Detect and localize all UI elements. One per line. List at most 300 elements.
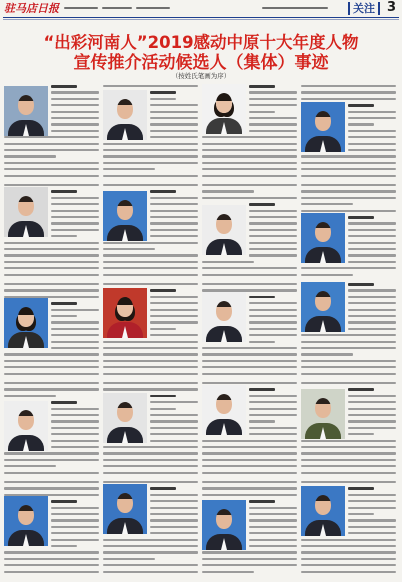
candidate-entry [201,183,297,280]
bio-text-line [103,85,198,87]
bio-text-line [348,328,396,330]
bio-text-line [202,551,297,553]
bio-text-line [249,433,297,435]
candidate-photo [4,86,48,136]
bio-text-line [301,267,396,269]
bio-text-line [4,143,99,145]
bio-text-line [103,162,198,164]
bio-text-line [103,465,198,467]
bio-text-line [249,532,297,534]
candidate-name-line [249,500,275,503]
bio-text-line [249,315,297,317]
bio-text-line [103,366,198,368]
bio-text-line [103,254,198,256]
candidate-name-line [150,91,176,94]
bio-text-line [51,519,99,521]
bio-text-line [51,347,99,349]
candidate-entry [3,381,99,478]
bio-text-line [103,571,198,573]
bio-text-line [4,168,99,170]
bio-text-line [103,261,198,263]
ordering-note: （按姓氏笔画为序） [171,72,231,80]
bio-text-line [4,395,56,397]
bio-text-line [301,452,396,454]
bio-text-line [348,261,396,263]
bio-text-line [301,564,396,566]
headline-line-2: 宣传推介活动候选人（集体）事迹 [73,53,329,73]
bio-text-line [103,472,198,474]
bio-text-line [4,353,99,355]
bio-text-line [103,175,198,177]
bio-text-line [249,395,297,397]
bio-text-line [249,248,297,250]
bio-text-line [150,136,198,138]
portrait-collar [320,524,326,536]
candidate-name-line [249,203,275,206]
bio-text-line [202,162,297,164]
bio-text-line [51,117,99,119]
bio-text-line [103,360,198,362]
bio-text-line [150,111,198,113]
bio-text-line [348,309,396,311]
candidate-entry [102,183,198,280]
bio-text-line [4,254,99,256]
candidate-name-line [249,388,275,391]
bio-text-line [51,98,99,100]
candidate-photo [103,484,147,534]
candidate-name-line [348,487,374,490]
bio-text-line [150,420,198,422]
candidate-name-line [150,289,176,292]
credits-text-line [64,7,98,9]
bio-text-line [150,229,198,231]
candidate-entry [201,381,297,478]
candidate-photo [103,191,147,241]
bio-text-line [103,283,198,285]
bio-text-line [249,507,297,509]
bio-text-line [348,315,396,317]
bio-text-line [4,296,99,298]
candidate-name-line [348,388,374,391]
bio-text-line [103,564,198,566]
bio-text-line [301,347,396,349]
bio-text-line [301,446,396,448]
bio-text-line [301,459,396,461]
bio-text-line [249,420,275,422]
candidate-entry [201,480,297,577]
bio-text-line [150,328,176,330]
bio-text-line [301,334,396,336]
candidate-name-line [51,190,77,193]
bio-text-line [103,347,198,349]
candidate-photo [103,288,147,338]
bio-text-line [301,440,396,442]
portrait-collar [23,336,29,348]
bio-text-line [150,309,198,311]
bio-text-line [249,254,297,256]
masthead-title: 驻马店日报 [4,2,59,15]
bio-text-line [348,117,396,119]
bio-text-line [150,532,198,534]
bio-text-line [4,494,99,496]
bio-text-line [150,130,198,132]
bio-text-line [301,168,396,170]
bio-text-line [51,203,99,205]
bio-text-line [4,360,99,362]
bio-text-line [249,414,297,416]
bio-text-line [150,401,198,403]
bio-text-line [301,366,396,368]
candidate-name-line [348,216,374,219]
portrait-collar [320,320,326,332]
bio-text-line [103,341,198,343]
bio-text-line [348,242,396,244]
candidate-name-line [150,487,176,490]
bio-text-line [348,494,396,496]
portrait-collar [221,243,227,255]
candidate-photo [4,298,48,348]
bio-text-line [348,321,396,323]
bio-text-line [301,353,353,355]
bio-text-line [348,526,396,528]
portrait-collar [122,522,128,534]
bio-text-line [301,91,396,93]
bio-text-line [4,388,99,390]
bio-text-line [51,229,99,231]
candidate-entry [300,183,396,280]
candidate-entry [300,381,396,478]
bio-text-line [301,175,396,177]
candidate-photo [301,389,345,439]
bio-text-line [202,283,297,285]
bio-text-line [150,427,198,429]
bio-text-line [348,507,396,509]
bio-text-line [249,111,275,113]
bio-text-line [103,242,198,244]
bio-text-line [103,545,198,547]
candidate-photo [103,393,147,443]
bio-text-line [301,539,396,541]
portrait-collar [122,229,128,241]
bio-text-line [51,420,99,422]
bio-text-line [301,558,396,560]
bio-text-line [301,203,353,205]
bio-text-line [4,564,99,566]
bio-text-line [301,98,396,100]
bio-text-line [249,328,297,330]
candidate-name-line [348,283,374,286]
bio-text-line [249,341,275,343]
bio-text-line [202,564,297,566]
portrait-collar [320,427,326,439]
bio-text-line [301,197,396,199]
bio-text-line [103,267,198,269]
candidate-name-line [249,85,275,88]
bio-text-line [249,513,297,515]
bio-text-line [51,210,99,212]
bio-text-line [150,494,198,496]
bio-text-line [4,274,99,276]
bio-text-line [249,235,297,237]
bio-text-line [4,551,99,553]
bio-text-line [150,408,176,410]
bio-text-line [103,481,198,483]
bio-text-line [348,408,396,410]
bio-text-line [150,117,198,119]
bio-text-line [202,190,254,192]
candidate-entry [3,183,99,280]
bio-text-line [4,162,99,164]
bio-text-line [4,571,99,573]
bio-text-line [103,388,198,390]
bio-text-line [249,321,297,323]
bio-text-line [202,184,297,186]
bio-text-line [348,395,396,397]
portrait-collar [221,423,227,435]
candidate-photo [4,401,48,451]
bio-text-line [348,420,396,422]
candidate-entry [102,282,198,379]
candidate-photo [301,486,345,536]
candidate-entry [3,282,99,379]
bio-text-line [249,408,297,410]
bio-text-line [348,401,396,403]
candidate-name-line [51,302,77,305]
bio-text-line [4,382,99,384]
bio-text-line [202,197,297,199]
portrait-collar [320,140,326,152]
bio-text-line [249,91,297,93]
bio-text-line [150,315,198,317]
candidate-entry [300,282,396,379]
candidate-photo [4,496,48,546]
bio-text-line [301,210,396,212]
bio-text-line [348,149,396,151]
bio-text-line [51,433,99,435]
bio-text-line [202,136,297,138]
bio-text-line [348,248,396,250]
bio-text-line [150,433,198,435]
bio-text-line [249,216,297,218]
bio-text-line [103,143,198,145]
bio-text-line [301,481,396,483]
bio-text-line [51,513,99,515]
bio-text-line [348,254,396,256]
bio-text-line [202,487,297,489]
bio-text-line [51,440,99,442]
bio-text-line [301,184,396,186]
bio-text-line [51,545,77,547]
bio-text-line [4,242,99,244]
portrait-collar [122,431,128,443]
bio-text-line [4,155,56,157]
candidate-name-line [150,190,176,193]
credits-text-line [136,7,170,9]
portrait-collar [221,330,227,342]
bio-text-line [103,248,155,250]
header-rule-thin [3,19,399,20]
candidate-entry [3,84,99,181]
bio-text-line [249,222,297,224]
bio-text-line [249,427,297,429]
candidate-photo [202,500,246,550]
portrait-collar [23,439,29,451]
bio-text-line [348,302,396,304]
candidate-name-line [51,85,77,88]
bio-text-line [51,104,99,106]
bio-text-line [249,302,297,304]
bio-text-line [103,353,198,355]
bio-text-line [202,175,297,177]
bio-text-line [301,360,396,362]
bio-text-line [301,571,396,573]
bio-text-line [348,111,396,113]
bio-text-line [51,539,99,541]
bio-text-line [202,353,297,355]
bio-text-line [348,532,396,534]
bio-text-line [4,267,99,269]
bio-text-line [202,366,297,368]
bio-text-line [301,472,396,474]
bio-text-line [249,117,297,119]
issue-date [262,7,332,10]
bio-text-line [202,494,297,496]
bio-text-line [249,242,297,244]
section-label: 关注 [348,2,380,15]
bio-text-line [202,446,297,448]
candidate-name-line [51,500,77,503]
bio-text-line [51,532,99,534]
bio-text-line [51,111,99,113]
candidate-entry [102,381,198,478]
bio-text-line [301,551,396,553]
bio-text-line [4,481,99,483]
bio-text-line [4,289,99,291]
candidate-entry [300,84,396,181]
bio-text-line [249,545,297,547]
bio-text-line [103,168,155,170]
bio-text-line [301,190,396,192]
bio-text-line [51,341,99,343]
bio-text-line [4,373,99,375]
candidate-photo [301,282,345,332]
bio-text-line [202,440,297,442]
bio-text-line [348,289,396,291]
bio-text-line [103,184,198,186]
bio-text-line [103,551,198,553]
bio-text-line [103,274,198,276]
candidate-entry [102,480,198,577]
bio-text-line [202,571,254,573]
bio-text-line [301,465,396,467]
candidate-grid [3,84,399,578]
bio-text-line [249,98,297,100]
bio-text-line [51,507,99,509]
bio-text-line [51,414,99,416]
bio-text-line [103,452,198,454]
candidate-entry [201,84,297,181]
bio-text-line [301,373,396,375]
bio-text-line [249,309,297,311]
bio-text-line [103,558,155,560]
bio-text-line [4,175,99,177]
bio-text-line [150,296,198,298]
candidate-entry [3,480,99,577]
bio-text-line [348,519,396,521]
bio-text-line [202,347,297,349]
bio-text-line [150,519,198,521]
bio-text-line [51,91,99,93]
bio-text-line [249,526,297,528]
bio-text-line [103,155,198,157]
candidate-photo [202,385,246,435]
portrait-collar [221,538,227,550]
bio-text-line [4,283,99,285]
candidate-entry [102,84,198,181]
candidate-entry [201,282,297,379]
bio-text-line [51,328,99,330]
bio-text-line [103,459,198,461]
bio-text-line [202,452,297,454]
candidate-photo [202,84,246,134]
bio-text-line [348,500,396,502]
bio-text-line [249,210,297,212]
bio-text-line [348,123,374,125]
bio-text-line [202,465,297,467]
bio-text-line [150,104,198,106]
bio-text-line [150,302,198,304]
bio-text-line [301,155,396,157]
bio-text-line [202,267,297,269]
bio-text-line [150,414,198,416]
bio-text-line [4,261,99,263]
bio-text-line [150,526,198,528]
bio-text-line [150,123,198,125]
bio-text-line [202,459,297,461]
bio-text-line [4,248,99,250]
bio-text-line [348,222,396,224]
bio-text-line [249,401,297,403]
portrait-collar [122,128,128,140]
bio-text-line [51,334,99,336]
bio-text-line [348,143,396,145]
portrait-collar [23,124,29,136]
bio-text-line [51,222,99,224]
bio-text-line [51,315,77,317]
bio-text-line [51,235,77,237]
bio-text-line [51,526,99,528]
bio-text-line [301,382,396,384]
bio-text-line [4,149,99,151]
bio-text-line [348,433,374,435]
bio-text-line [150,440,198,442]
bio-text-line [103,373,198,375]
bio-text-line [150,321,198,323]
candidate-name-line [51,401,77,404]
bio-text-line [150,507,198,509]
credits-text-line [102,7,132,9]
candidate-entry [300,480,396,577]
bio-text-line [150,222,198,224]
bio-text-line [249,334,297,336]
bio-text-line [103,539,198,541]
bio-text-line [51,408,99,410]
bio-text-line [301,341,396,343]
portrait-collar [23,225,29,237]
candidate-photo [301,102,345,152]
bio-text-line [51,130,99,132]
bio-text-line [348,235,396,237]
